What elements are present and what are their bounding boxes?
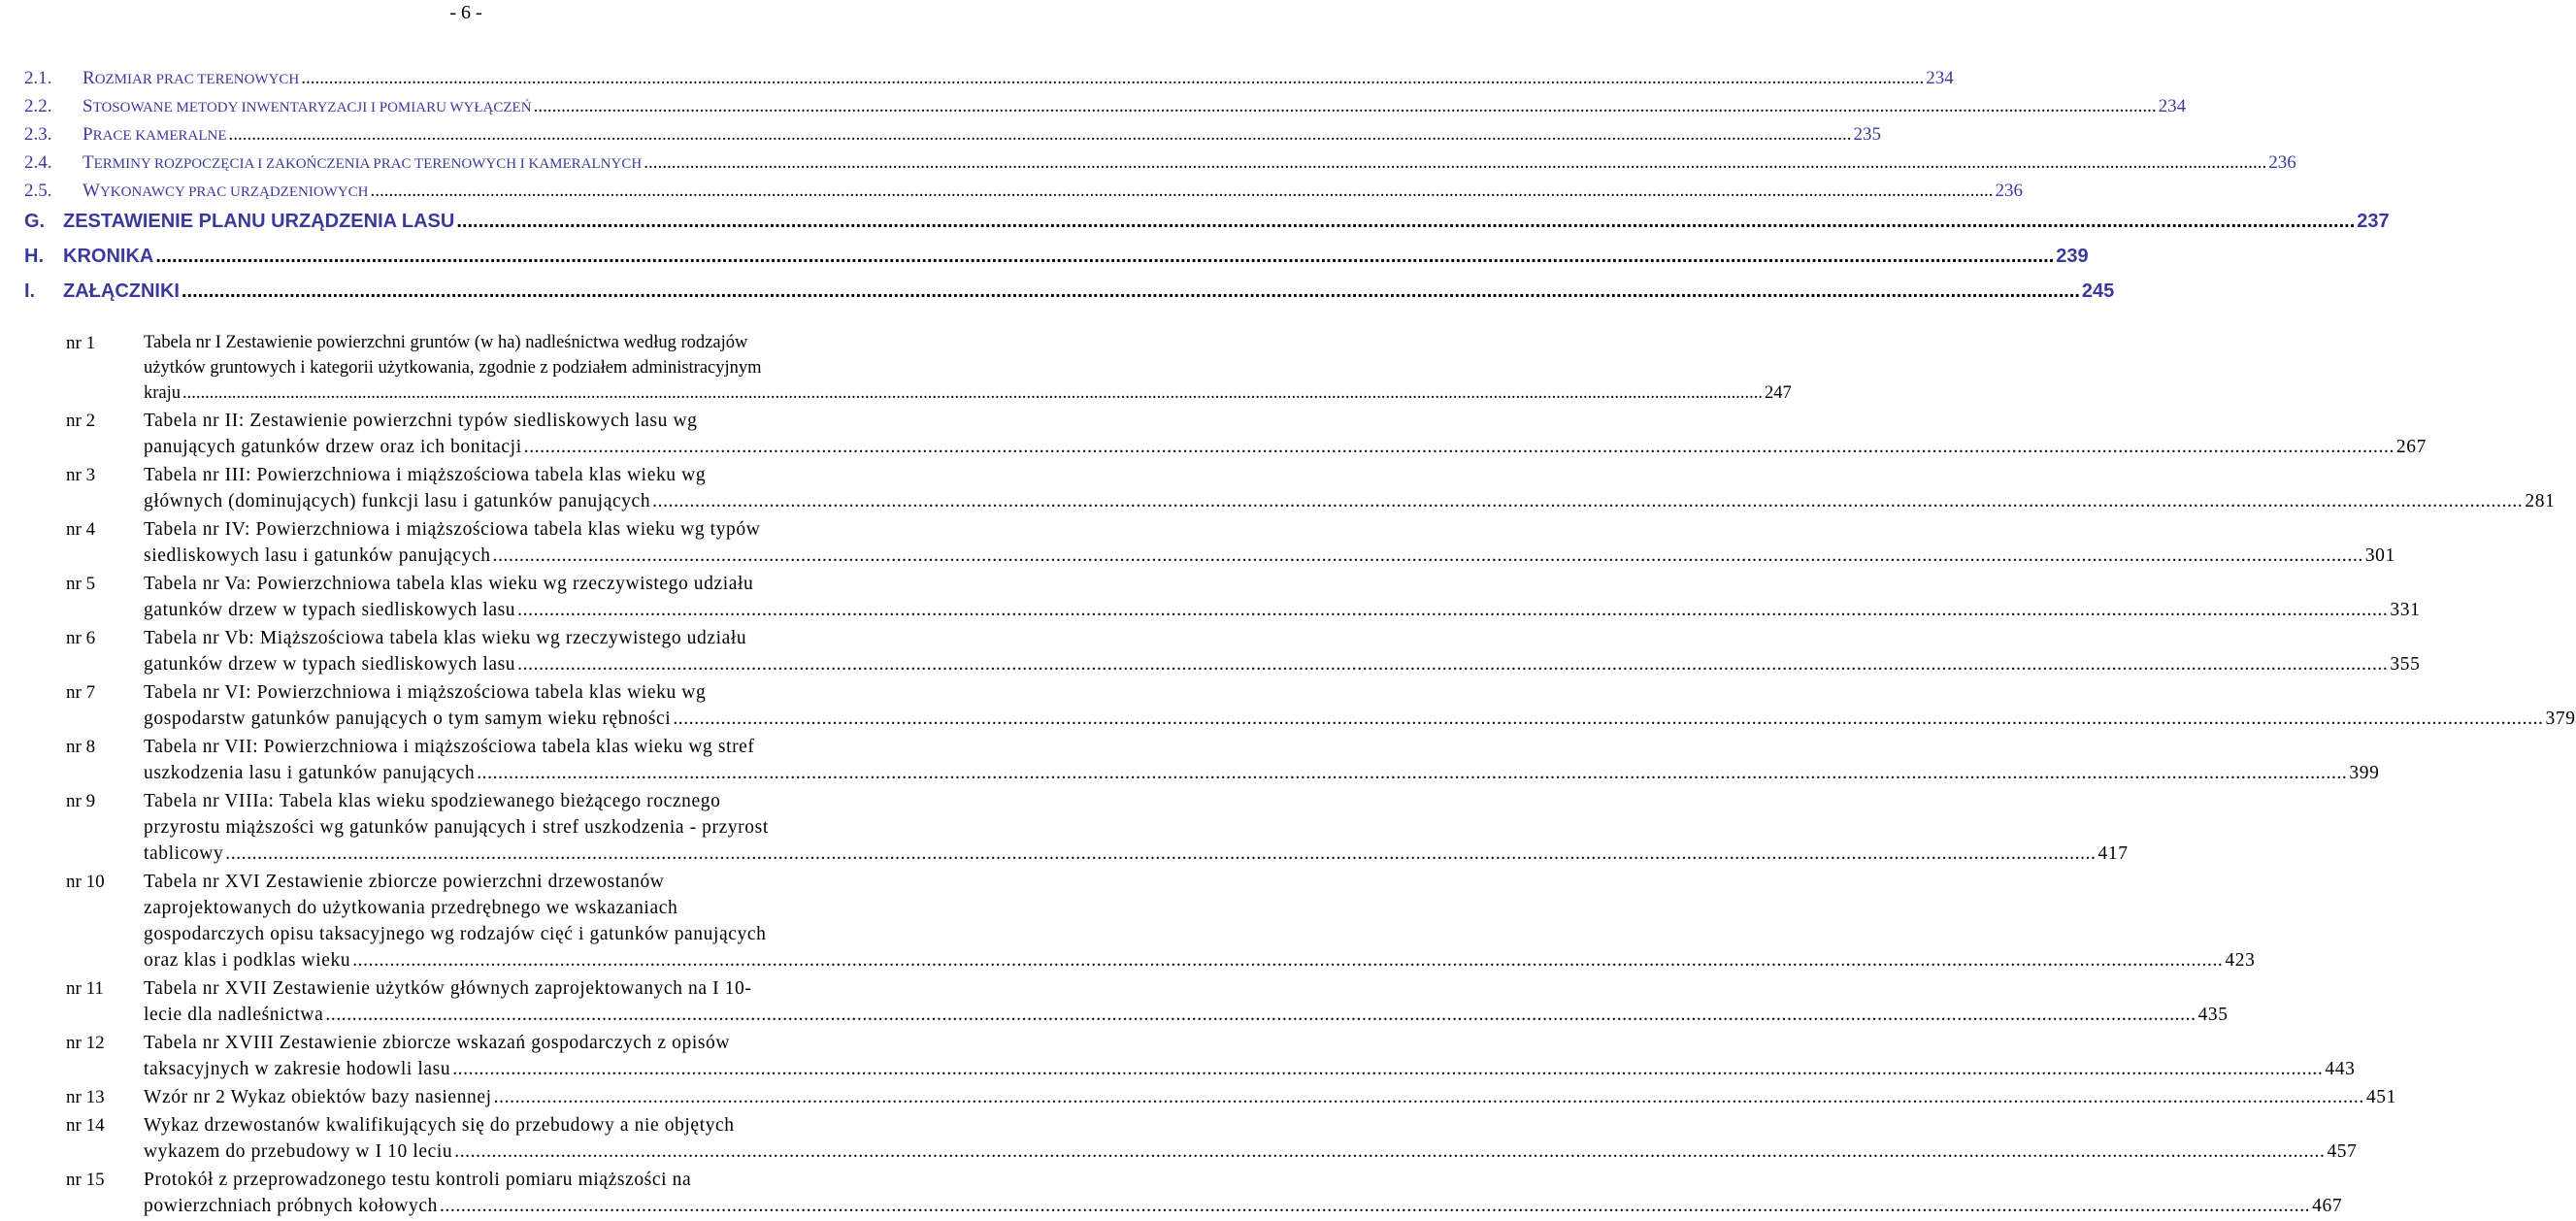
attachment-description bbox=[144, 408, 2427, 460]
dot-leader bbox=[454, 1138, 2325, 1165]
attachment-number-text: nr 15 bbox=[66, 1170, 105, 1190]
section-page-number: 236 bbox=[1995, 181, 2023, 201]
attachment-line: wykazem do przebudowy w I 10 leciu bbox=[144, 1141, 453, 1162]
attachment-line: gatunków drzew w typach siedliskowych lasu bbox=[144, 654, 516, 675]
dot-leader bbox=[652, 488, 2523, 514]
chapter-letter: H. bbox=[24, 246, 44, 267]
section-title bbox=[83, 152, 642, 174]
attachment-description bbox=[144, 975, 2229, 1028]
attachment-description bbox=[144, 1084, 2396, 1110]
attachment-number bbox=[58, 1112, 122, 1165]
chapter-list bbox=[24, 211, 2390, 315]
attachment-page-number: 443 bbox=[2325, 1059, 2356, 1079]
attachment-last-line bbox=[144, 380, 1792, 406]
attachment-entry[interactable] bbox=[58, 571, 2421, 623]
attachment-number-text: nr 3 bbox=[66, 465, 96, 485]
attachment-description bbox=[144, 1030, 2355, 1082]
attachment-page-number: 451 bbox=[2365, 1087, 2396, 1107]
attachment-number-text: nr 1 bbox=[66, 333, 96, 353]
section-title-part: OZMIAR PRAC TERENOWYCH bbox=[94, 72, 300, 87]
dot-leader bbox=[182, 280, 2080, 303]
chapter-title: KRONIKA bbox=[63, 246, 154, 267]
section-title-part: YKONAWCY PRAC URZĄDZENIOWYCH bbox=[99, 184, 369, 200]
section-number: 2.5. bbox=[24, 181, 52, 201]
attachment-line: lecie dla nadleśnictwa bbox=[144, 1005, 324, 1025]
attachment-entry[interactable] bbox=[58, 516, 2395, 569]
attachment-list bbox=[58, 330, 2576, 1221]
chapter-page-number: 245 bbox=[2081, 280, 2115, 302]
toc-section-row[interactable] bbox=[24, 68, 1954, 96]
attachment-line: głównych (dominujących) funkcji lasu i gatunków panujących bbox=[144, 491, 651, 512]
dot-leader bbox=[644, 152, 2266, 174]
dot-leader bbox=[371, 181, 1994, 202]
dot-leader bbox=[452, 1056, 2323, 1082]
attachment-entry[interactable] bbox=[58, 788, 2129, 867]
dot-leader bbox=[229, 124, 1852, 146]
attachment-line: Tabela nr III: Powierzchniowa i miąższościowa tabela klas wieku wg bbox=[144, 465, 707, 485]
attachment-entry[interactable] bbox=[58, 1167, 2343, 1219]
attachment-number bbox=[58, 788, 122, 867]
attachment-line: użytków gruntowych i kategorii użytkowania, zgodnie z podziałem administracyjnym bbox=[144, 358, 762, 378]
attachment-line: Tabela nr XVIII Zestawienie zbiorcze wskazań gospodarczych z opisów bbox=[144, 1033, 731, 1053]
dot-leader bbox=[325, 1002, 2196, 1028]
attachment-line: Tabela nr VI: Powierzchniowa i miąższościowa tabela klas wieku wg bbox=[144, 682, 707, 703]
toc-section-row[interactable] bbox=[24, 96, 2187, 124]
attachment-number-text: nr 14 bbox=[66, 1115, 105, 1136]
attachment-line: siedliskowych lasu i gatunków panujących bbox=[144, 545, 491, 566]
dot-leader bbox=[477, 760, 2347, 786]
dot-leader bbox=[673, 706, 2543, 732]
attachment-last-line bbox=[144, 597, 2420, 623]
attachment-last-line bbox=[144, 706, 2576, 732]
attachment-page-number: 281 bbox=[2525, 491, 2556, 512]
section-title-part: W bbox=[83, 181, 100, 201]
attachment-line: tablicowy bbox=[144, 843, 224, 864]
section-title-part: TOSOWANE METODY INWENTARYZACJI I POMIARU WYŁĄCZEŃ bbox=[92, 100, 532, 116]
attachment-line: Protokół z przeprowadzonego testu kontroli pomiaru miąższości na bbox=[144, 1170, 692, 1190]
attachment-line: Wzór nr 2 Wykaz obiektów bazy nasiennej bbox=[144, 1087, 492, 1107]
toc-chapter-row[interactable] bbox=[24, 211, 2390, 246]
page-number: - 6 - bbox=[449, 2, 482, 23]
attachment-number bbox=[58, 1167, 122, 1219]
attachment-number bbox=[58, 734, 122, 786]
section-title bbox=[83, 96, 532, 117]
attachment-last-line bbox=[144, 1002, 2229, 1028]
attachment-line: gospodarczych opisu taksacyjnego wg rodzajów cięć i gatunków panujących bbox=[144, 924, 767, 944]
dot-leader bbox=[352, 947, 2223, 974]
attachment-description bbox=[144, 788, 2129, 867]
section-title bbox=[83, 181, 369, 202]
attachment-line: gatunków drzew w typach siedliskowych lasu bbox=[144, 600, 516, 620]
attachment-entry[interactable] bbox=[58, 679, 2576, 732]
attachment-description bbox=[144, 869, 2255, 974]
attachment-line: Tabela nr Vb: Miąższościowa tabela klas wieku wg rzeczywistego udziału bbox=[144, 628, 747, 648]
attachment-number bbox=[58, 1030, 122, 1082]
attachment-number bbox=[58, 330, 122, 406]
attachment-description bbox=[144, 462, 2555, 514]
attachment-number-text: nr 10 bbox=[66, 872, 105, 892]
section-title bbox=[83, 124, 227, 146]
attachment-line: Tabela nr II: Zestawienie powierzchni typów siedliskowych lasu wg bbox=[144, 411, 698, 431]
attachment-entry[interactable] bbox=[58, 734, 2380, 786]
section-number: 2.4. bbox=[24, 152, 52, 173]
attachment-line: Tabela nr I Zestawienie powierzchni gruntów (w ha) nadleśnictwa według rodzajów bbox=[144, 333, 748, 352]
attachment-description bbox=[144, 330, 1792, 406]
attachment-entry[interactable] bbox=[58, 1112, 2358, 1165]
attachment-line: taksacyjnych w zakresie hodowli lasu bbox=[144, 1059, 451, 1079]
chapter-title: ZESTAWIENIE PLANU URZĄDZENIA LASU bbox=[63, 211, 455, 232]
toc-section-row[interactable] bbox=[24, 181, 2023, 209]
attachment-number bbox=[58, 408, 122, 460]
attachment-page-number: 423 bbox=[2225, 950, 2256, 971]
attachment-number-text: nr 9 bbox=[66, 791, 96, 811]
attachment-last-line bbox=[144, 1138, 2358, 1165]
dot-leader bbox=[301, 68, 1924, 89]
attachment-page-number: 417 bbox=[2097, 843, 2129, 864]
dot-leader bbox=[517, 651, 2388, 677]
attachment-number bbox=[58, 975, 122, 1028]
chapter-letter: I. bbox=[24, 280, 36, 302]
section-title-part: S bbox=[83, 96, 93, 116]
section-page-number: 235 bbox=[1853, 124, 1881, 145]
attachment-last-line bbox=[144, 543, 2395, 569]
toc-section-row[interactable] bbox=[24, 152, 2296, 181]
attachment-page-number: 301 bbox=[2364, 545, 2395, 566]
attachment-page-number: 331 bbox=[2390, 600, 2421, 620]
attachment-page-number: 247 bbox=[1765, 383, 1792, 403]
attachment-line: panujących gatunków drzew oraz ich bonitacji bbox=[144, 437, 522, 457]
attachment-line: Tabela nr VIIIa: Tabela klas wieku spodziewanego bieżącego rocznego bbox=[144, 791, 721, 811]
attachment-line: Tabela nr VII: Powierzchniowa i miąższościowa tabela klas wieku wg stref bbox=[144, 737, 755, 757]
attachment-page-number: 355 bbox=[2390, 654, 2421, 675]
attachment-number-text: nr 11 bbox=[66, 978, 104, 999]
attachment-line: oraz klas i podklas wieku bbox=[144, 950, 351, 971]
dot-leader bbox=[493, 543, 2363, 569]
attachment-line: przyrostu miąższości wg gatunków panujących i stref uszkodzenia - przyrost bbox=[144, 817, 769, 838]
dot-leader bbox=[440, 1193, 2310, 1219]
attachment-number bbox=[58, 625, 122, 677]
attachment-number-text: nr 7 bbox=[66, 682, 96, 703]
attachment-line: Tabela nr XVI Zestawienie zbiorcze powierzchni drzewostanów bbox=[144, 872, 665, 892]
dot-leader bbox=[155, 246, 2054, 268]
attachment-page-number: 267 bbox=[2395, 437, 2427, 457]
attachment-number-text: nr 2 bbox=[66, 411, 96, 431]
attachment-page-number: 399 bbox=[2349, 763, 2380, 783]
attachment-number-text: nr 8 bbox=[66, 737, 96, 757]
section-title-part: T bbox=[83, 152, 94, 173]
attachment-last-line bbox=[144, 947, 2255, 974]
chapter-page-number: 237 bbox=[2357, 211, 2390, 232]
attachment-entry[interactable] bbox=[58, 1030, 2356, 1082]
toc-section-row[interactable] bbox=[24, 124, 1881, 152]
attachment-line: Tabela nr IV: Powierzchniowa i miąższościowa tabela klas wieku wg typów bbox=[144, 519, 761, 540]
dot-leader bbox=[524, 434, 2394, 460]
attachment-number bbox=[58, 869, 122, 974]
attachment-number-text: nr 6 bbox=[66, 628, 96, 648]
attachment-number-text: nr 12 bbox=[66, 1033, 105, 1053]
attachment-number bbox=[58, 516, 122, 569]
section-page-number: 236 bbox=[2268, 152, 2296, 173]
dot-leader bbox=[517, 597, 2388, 623]
toc-chapter-row[interactable] bbox=[24, 246, 2089, 280]
attachment-entry[interactable] bbox=[58, 408, 2427, 460]
attachment-page-number: 457 bbox=[2327, 1141, 2358, 1162]
attachment-number-text: nr 5 bbox=[66, 574, 96, 594]
section-page-number: 234 bbox=[1926, 68, 1954, 88]
attachment-description bbox=[144, 679, 2576, 732]
attachment-line: powierzchniach próbnych kołowych bbox=[144, 1196, 438, 1216]
dot-leader bbox=[182, 380, 1763, 406]
attachment-number bbox=[58, 571, 122, 623]
dot-leader bbox=[494, 1084, 2364, 1110]
attachment-last-line bbox=[144, 651, 2420, 677]
section-title-part: P bbox=[83, 124, 93, 145]
attachment-description bbox=[144, 734, 2379, 786]
attachment-line: zaprojektowanych do użytkowania przedrębnego we wskazaniach bbox=[144, 898, 678, 918]
chapter-title: ZAŁĄCZNIKI bbox=[63, 280, 180, 302]
attachment-entry[interactable] bbox=[58, 625, 2421, 677]
attachment-last-line bbox=[144, 1084, 2396, 1110]
attachment-description bbox=[144, 516, 2395, 569]
dot-leader bbox=[456, 211, 2355, 233]
attachment-entry[interactable] bbox=[58, 1084, 2396, 1110]
attachment-number-text: nr 4 bbox=[66, 519, 96, 540]
attachment-last-line bbox=[144, 488, 2555, 514]
attachment-page-number: 435 bbox=[2197, 1005, 2229, 1025]
attachment-description bbox=[144, 625, 2420, 677]
attachment-last-line bbox=[144, 1193, 2342, 1219]
attachment-last-line bbox=[144, 841, 2129, 867]
attachment-description bbox=[144, 571, 2420, 623]
attachment-number bbox=[58, 462, 122, 514]
attachment-line: Tabela nr XVII Zestawienie użytków głównych zaprojektowanych na I 10- bbox=[144, 978, 752, 999]
attachment-description bbox=[144, 1167, 2342, 1219]
attachment-entry[interactable] bbox=[58, 975, 2229, 1028]
section-title-part: ERMINY ROZPOCZĘCIA I ZAKOŃCZENIA PRAC TERENOWYCH I KAMERALNYCH bbox=[93, 156, 643, 172]
attachment-number bbox=[58, 1084, 122, 1110]
attachment-line: Tabela nr Va: Powierzchniowa tabela klas wieku wg rzeczywistego udziału bbox=[144, 574, 754, 594]
attachment-line: gospodarstw gatunków panujących o tym samym wieku rębności bbox=[144, 709, 672, 729]
section-list bbox=[24, 68, 2296, 209]
attachment-entry[interactable] bbox=[58, 869, 2256, 974]
chapter-page-number: 239 bbox=[2056, 246, 2089, 267]
attachment-entry[interactable] bbox=[58, 462, 2556, 514]
table-of-contents bbox=[24, 68, 2390, 315]
attachment-last-line bbox=[144, 434, 2427, 460]
attachment-entry[interactable] bbox=[58, 330, 1792, 406]
attachment-description bbox=[144, 1112, 2358, 1165]
toc-chapter-row[interactable] bbox=[24, 280, 2115, 315]
section-number: 2.2. bbox=[24, 96, 52, 116]
section-title-part: RACE KAMERALNE bbox=[92, 128, 227, 144]
section-title bbox=[83, 68, 299, 89]
section-title-part: R bbox=[83, 68, 95, 88]
attachment-number-text: nr 13 bbox=[66, 1087, 105, 1107]
attachment-line: Wykaz drzewostanów kwalifikujących się do przebudowy a nie objętych bbox=[144, 1115, 735, 1136]
attachment-last-line bbox=[144, 760, 2379, 786]
dot-leader bbox=[225, 841, 2096, 867]
section-page-number: 234 bbox=[2158, 96, 2187, 116]
chapter-letter: G. bbox=[24, 211, 46, 232]
section-number: 2.1. bbox=[24, 68, 52, 88]
dot-leader bbox=[534, 96, 2157, 117]
attachment-number bbox=[58, 679, 122, 732]
attachment-line: kraju bbox=[144, 383, 182, 403]
section-number: 2.3. bbox=[24, 124, 52, 145]
attachment-page-number: 379 bbox=[2545, 709, 2576, 729]
attachment-line: uszkodzenia lasu i gatunków panujących bbox=[144, 763, 476, 783]
attachment-last-line bbox=[144, 1056, 2355, 1082]
attachment-page-number: 467 bbox=[2312, 1196, 2343, 1216]
